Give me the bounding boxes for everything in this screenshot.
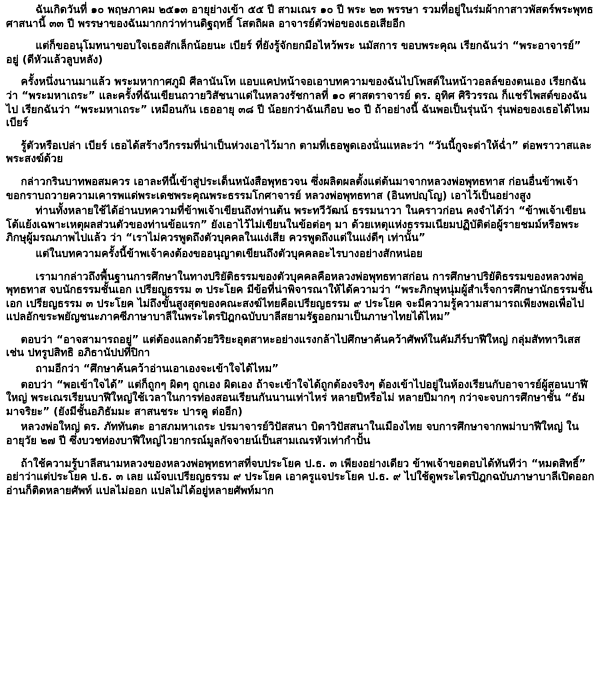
paragraph-1: ฉันเกิดวันที่ ๑๐ พฤษภาคม ๒๕๑๓ อายุย่างเข้า ๕๕ ปี สามเณร ๑๐ ปี พระ ๒๓ พรรษา รวมที่อยู่ในร่มผ้ากาสาวพัสตร์พระพุทธศาสนานี้ ๓๓ ปี พรรษาของฉันมากกว่าท่านดิฐฤทธิ์ โสตถิผล อาจารย์ตัวพ่อของเธอเสียอีก — [6, 4, 594, 30]
paragraph-6: ท่านทั้งหลายใช้ได้อ่านบทความที่ข้าพเจ้าเขียนถึงท่านต้น พระทวีวัฒน์ ธรรมนาวา ในคราวก่อน คงจำได้ว่า “ข้าพเจ้าเขียนโต้แย้งเฉพาะเหตุผลส่วนตัวของท่านข้อแรก” ยังเอาไว้ไม่เขียนในข้อต่อๆ มา ด้วยเหตุแห่งธรรมเนียมปฏิบัติต่อผู้รายชมม์หรือพระภิกษุผู้มรณภาพไปแล้ว ว่า “เราไม่ควรพูดถึงตัวบุคคลในแง่เสีย ควรพูดถึงแต่ในแง่ดีๆ เท่านั้น” — [6, 205, 586, 245]
paragraph-11: ตอบว่า “พอเข้าใจได้” แต่ก็ถูกๆ ผิดๆ ถูกเอง ผิดเอง ถ้าจะเข้าใจได้ถูกต้องจริงๆ ต้องเข้าไปอยู่ในห้องเรียนกับอาจารย์ผู้สอนบาฬีใหญ่ พระเณรเรียนบาฬีใหญ่ใช้เวลาในการท่องสอนเรียนกันนานเท่าไหร่ หลายปีหรือไม่ หลายปีมากๆ กว่าจะจบการศึกษาชั้น “ธัมมาจริยะ” (ยังมีชั้นอภิธัมมะ สาสนชระ ปารคู ต่ออีก) — [6, 378, 588, 418]
paragraph-9: ตอบว่า “อาจสามารถอยู่” แต่ต้องแลกด้วยวิริยะอุตสาหะอย่างแรงกล้าไปศึกษาค้นคว้าศัพท์ในคัมภีร์บาฬีใหญ่ กลุ่มสัททาวิเสส เช่น ปทรูปสิทธิ อภิธานัปปทีปิกา — [6, 333, 585, 360]
paragraph-2: แต่ก็ขออนุโมทนาขอบใจเธอสักเล็กน้อยนะ เบียร์ ที่ยังรู้จักยกมือไหว้พระ นมัสการ ขอบพระคุณ เรียกฉันว่า “พระอาจารย์” อยู่ (ดีหัวแล้วลูบหลัง) — [6, 40, 585, 66]
paragraph-7: แต่ในบทความครั้งนี้ข้าพเจ้าคงต้องขออนุญาตเขียนถึงตัวบุคคลอะไรบางอย่างสักหน่อย — [6, 247, 423, 260]
paragraph-3: ครั้งหนึ่งนานมาแล้ว พระมหากาศภูมิ ศีลานันโท แอบแคปหน้าจอเอาบทความของฉันไปโพสต์ในหน้าวอลล์ของตนเอง เรียกฉันว่า “พระมหาเถระ” และครั้งที่ฉันเขียนถวายวิสัชนาแด่ในหลวงรัชกาลที่ ๑๐ ศาสตราจารย์ ดร. อุทิศ ศิริวรรณ ก็แชร์ไพสต์ของฉันไป เรียกฉันว่า “พระมหาเถระ” เหมือนกัน เธออายุ ๓๘ ปี น้อยกว่าฉันเกือบ ๒๐ ปี ถ้าอย่างนี้ ฉันพอเป็นรุ่นน้า รุ่นพ่อของเธอได้ไหม เบียร์ — [6, 76, 594, 130]
paragraph-5: กล่าวกรินบาทพอสมควร เอาละทีนี้เข้าสู่ประเด็นหนังสือพุทธวจน ซึ่งผลิตผลตั้งแต่ต้นมาจากหลวงพ่อพุทธทาส ก่อนอื่นข้าพเจ้าขอกราบถวายความเคารพแด่พระเดชพระคุณพระธรรมโกศาจารย์ หลวงพ่อพุทธทาส (อินทปญฺโญ) เอาไว้เป็นอย่างสูง — [6, 175, 579, 202]
paragraph-12: หลวงพ่อใหญ่ ดร. ภัททันตะ อาสภมหาเถระ ปรมาจารย์วิปัสสนา บิดาวิปัสสนาในเมืองไทย จบการศึกษาจากพม่าบาฬีใหญ่ ในอายุวัย ๒๗ ปี ซึ่งบวชท่องบาฬีใหญ่ไวยากรณ์มูลกัจจายน์เป็นสามเณรหัวเท่ากำปั้น — [6, 421, 579, 448]
paragraph-8: เรามากล่าวถึงพื้นฐานการศึกษาในทางปริยัติธรรมของตัวบุคคลคือหลวงพ่อพุทธทาสก่อน การศึกษาปริยัติธรรมของหลวงพ่อพุทธทาส จบนักธรรมชั้นเอก เปรียญธรรม ๓ ประโยค มีข้อที่น่าพิจารณาให้ได้ความว่า “พระภิกษุหนุ่มผู้สำเร็จการศึกษานักธรรมชั้นเอก เปรียญธรรม ๓ ประโยค ไม่ถึงขั้นสูงสุดของคณะสงฆ์ไทยคือเปรียญธรรม ๙ ประโยค จะมีความรู้ความสามารถเพียงพอเพื่อไปแปลอักขระพยัญชนะภาคซีภาษาบาลีในพระไตรปิฎกฉบับบาลีสยามรัฐออกมาเป็นภาษาไทยได้ไหม” — [6, 270, 593, 324]
paragraph-10: ถามอีกว่า “ศึกษาค้นคว้าอ่านเอาเองจะเข้าใจได้ไหม” — [6, 363, 279, 376]
paragraph-13: ถ้าใช้ความรู้บาลีสนามหลวงของหลวงพ่อพุทธทาสที่จบประโยค ป.ธ. ๓ เพียงอย่างเดียว ข้าพเจ้าขอตอบได้ทันทีว่า “หมดสิทธิ์” อย่าว่าแต่ประโยค ป.ธ. ๓ เลย แม้จบเปรียญธรรม ๙ ประโยค เอาครูแจประโยค ป.ธ. ๙ ไปใช้ดูพระไตรปิฎกฉบับภาษาบาลีเปิดออกอ่านก็ติดหลายศัพท์ แปลไม่ออก แปลไม่ได้อยู่หลายศัพท์มาก — [6, 457, 595, 497]
paragraph-4: รู้ตัวหรือเปล่า เบียร์ เธอได้สร้างวีกรรมที่น่าเป็นห่วงเอาไว้มาก ตามที่เธอพูดเองนั่นแหละว่า “วันนี้กูจะด่าให้ฉ่ำ” ต่อพราวาสและพระสงฆ์ด้วย — [6, 139, 592, 166]
